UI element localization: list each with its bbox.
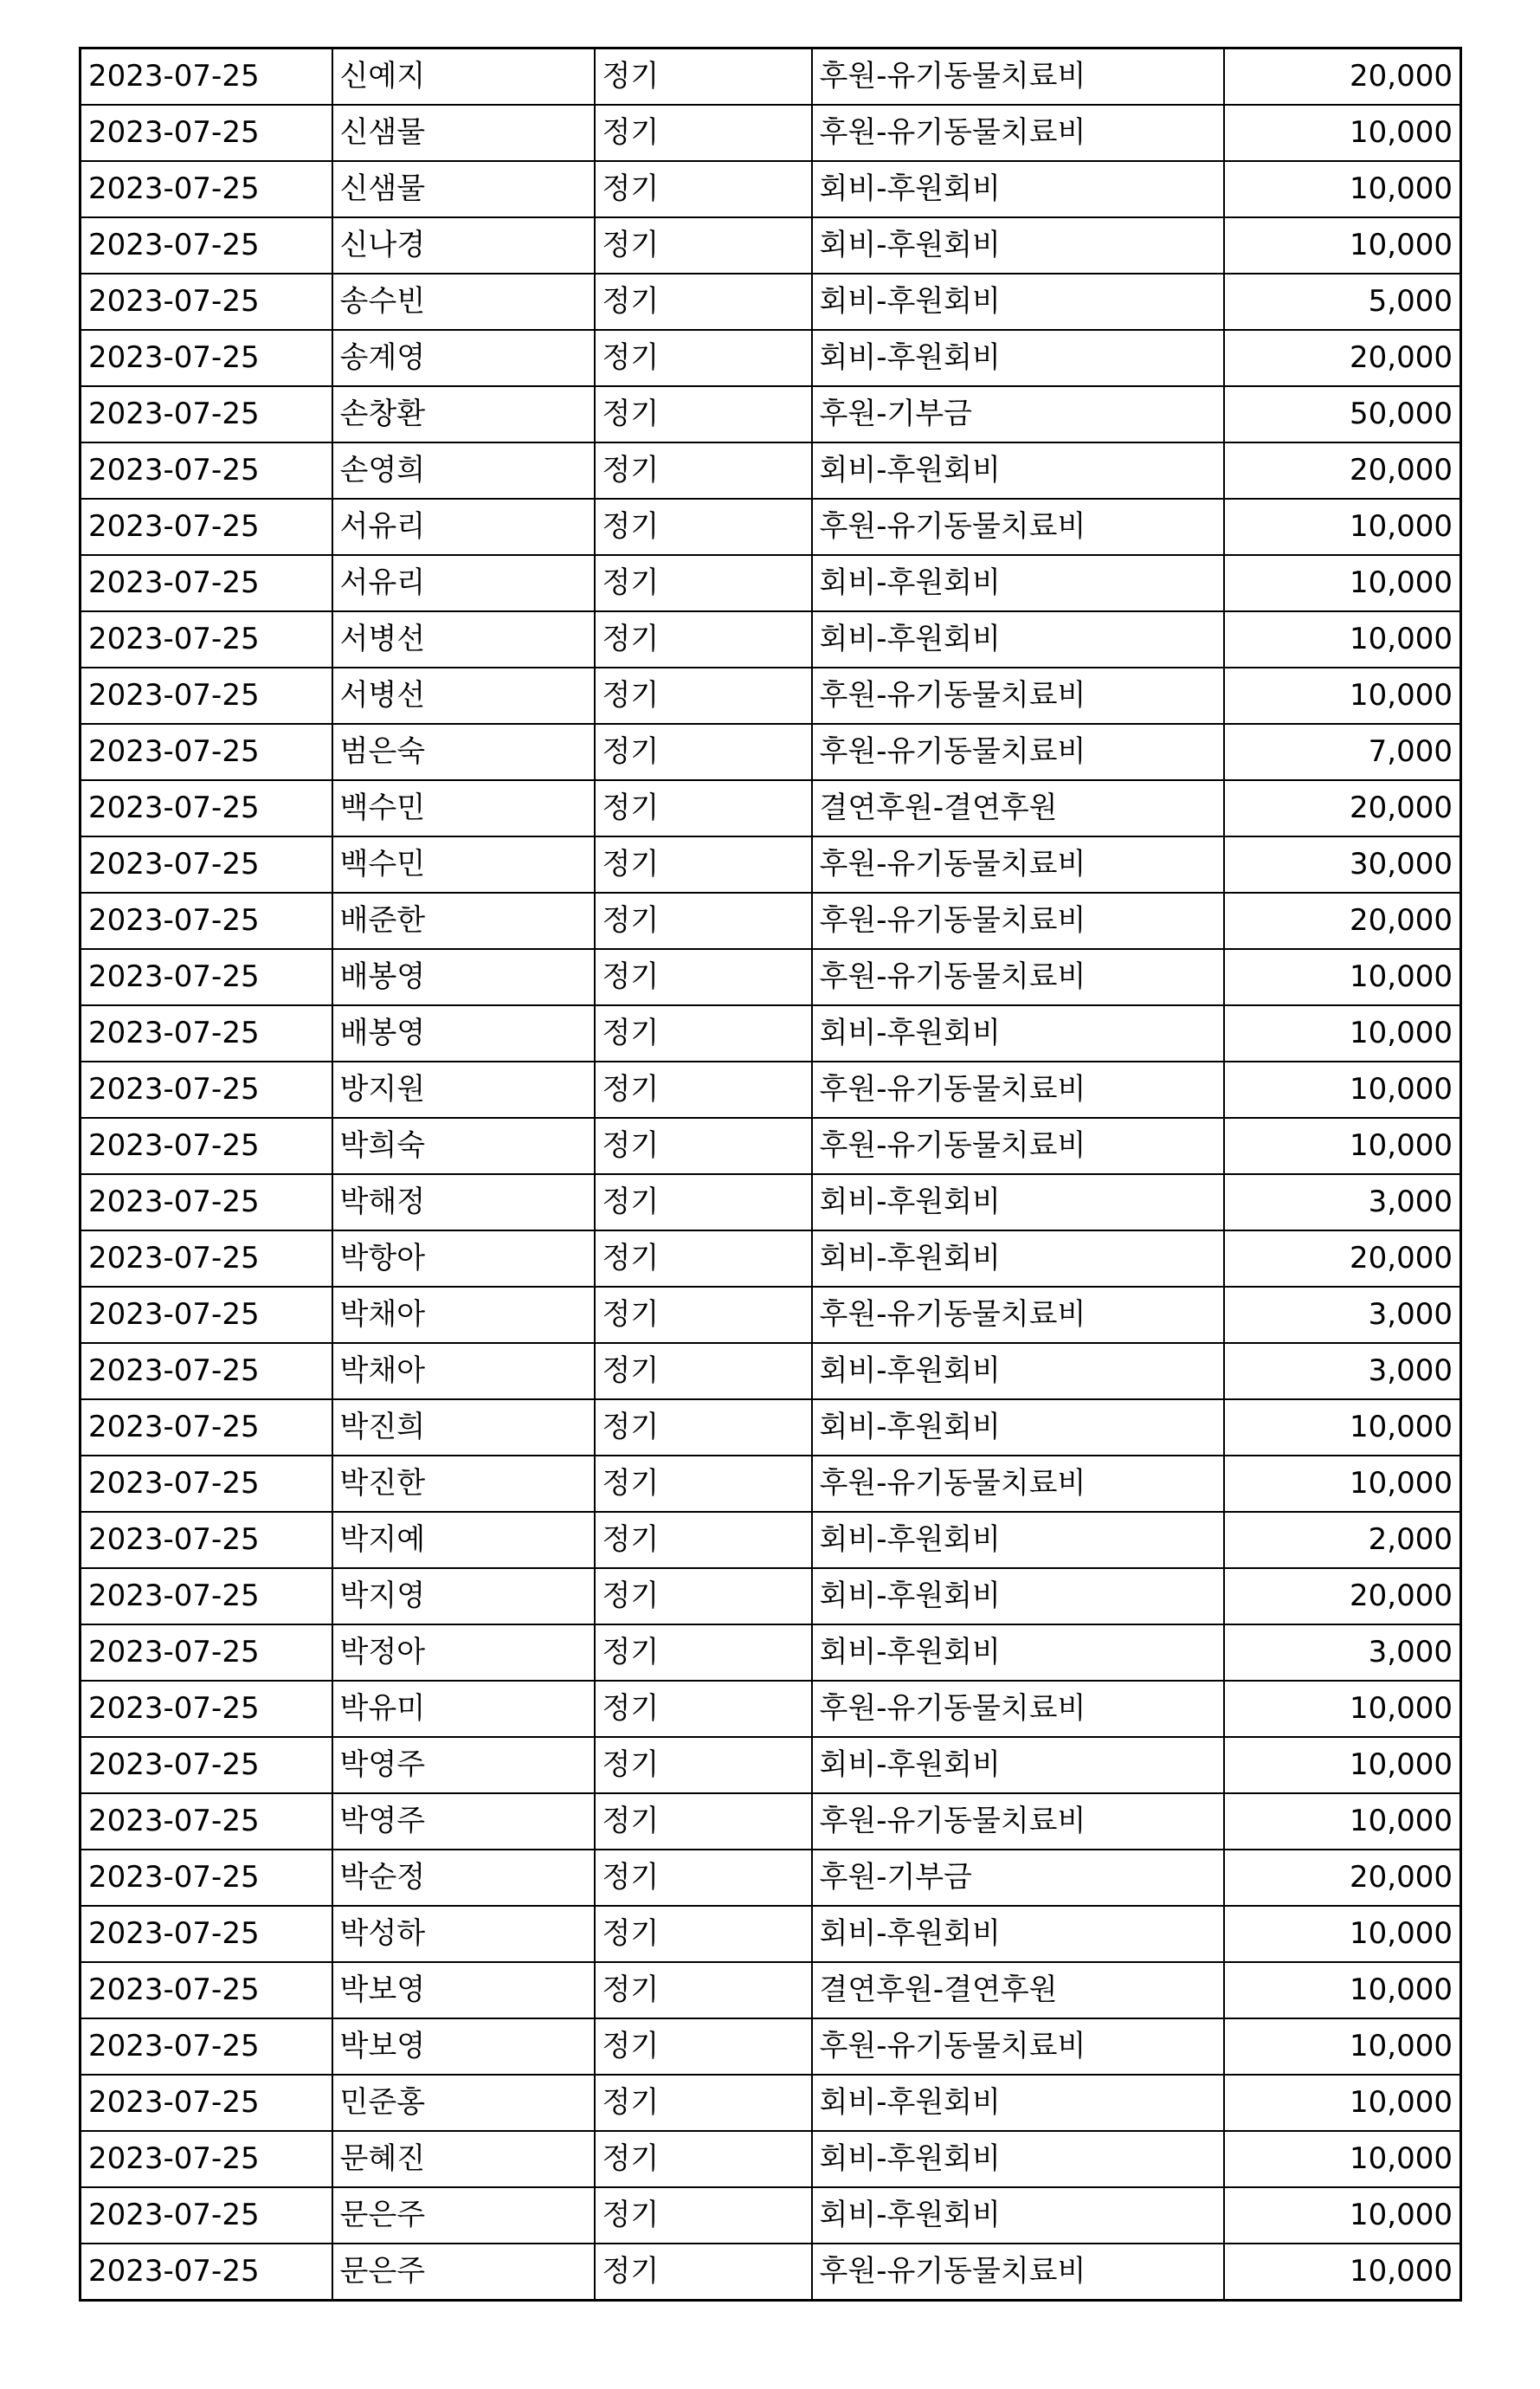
cell-amount: 10,000 xyxy=(1224,1681,1461,1737)
cell-donor-name: 문은주 xyxy=(332,2187,595,2244)
cell-payment-type: 정기 xyxy=(595,780,812,836)
table-row xyxy=(81,217,1461,274)
cell-category: 회비-후원회비 xyxy=(812,1343,1224,1399)
donation-ledger-table xyxy=(79,47,1462,2302)
cell-category: 후원-유기동물치료비 xyxy=(812,724,1224,780)
cell-payment-type: 정기 xyxy=(595,499,812,555)
cell-category: 회비-후원회비 xyxy=(812,611,1224,668)
cell-date: 2023-07-25 xyxy=(81,1512,332,1568)
table-row xyxy=(81,2187,1461,2244)
table-row xyxy=(81,1624,1461,1681)
cell-amount: 10,000 xyxy=(1224,2075,1461,2131)
cell-amount: 2,000 xyxy=(1224,1512,1461,1568)
cell-date: 2023-07-25 xyxy=(81,1624,332,1681)
cell-amount: 20,000 xyxy=(1224,893,1461,949)
cell-donor-name: 민준홍 xyxy=(332,2075,595,2131)
table-row xyxy=(81,836,1461,893)
table-row xyxy=(81,724,1461,780)
cell-amount: 10,000 xyxy=(1224,949,1461,1005)
table-row xyxy=(81,1118,1461,1174)
table-row xyxy=(81,499,1461,555)
cell-payment-type: 정기 xyxy=(595,1005,812,1062)
table-row xyxy=(81,1005,1461,1062)
cell-date: 2023-07-25 xyxy=(81,274,332,330)
table-row xyxy=(81,1174,1461,1230)
cell-amount: 10,000 xyxy=(1224,1062,1461,1118)
cell-payment-type: 정기 xyxy=(595,1624,812,1681)
cell-donor-name: 박해정 xyxy=(332,1174,595,1230)
cell-date: 2023-07-25 xyxy=(81,2018,332,2075)
table-row xyxy=(81,105,1461,161)
cell-donor-name: 박정아 xyxy=(332,1624,595,1681)
table-row xyxy=(81,1230,1461,1287)
table-row xyxy=(81,1850,1461,1906)
cell-date: 2023-07-25 xyxy=(81,48,332,106)
cell-amount: 30,000 xyxy=(1224,836,1461,893)
cell-category: 후원-기부금 xyxy=(812,386,1224,442)
table-row xyxy=(81,274,1461,330)
cell-payment-type: 정기 xyxy=(595,1906,812,1962)
cell-date: 2023-07-25 xyxy=(81,2187,332,2244)
cell-date: 2023-07-25 xyxy=(81,1118,332,1174)
cell-category: 후원-유기동물치료비 xyxy=(812,1118,1224,1174)
cell-payment-type: 정기 xyxy=(595,1512,812,1568)
cell-amount: 10,000 xyxy=(1224,1399,1461,1456)
cell-donor-name: 방지원 xyxy=(332,1062,595,1118)
cell-payment-type: 정기 xyxy=(595,1962,812,2018)
table-row xyxy=(81,1793,1461,1850)
cell-date: 2023-07-25 xyxy=(81,386,332,442)
cell-payment-type: 정기 xyxy=(595,274,812,330)
cell-category: 회비-후원회비 xyxy=(812,274,1224,330)
cell-category: 후원-유기동물치료비 xyxy=(812,949,1224,1005)
cell-payment-type: 정기 xyxy=(595,386,812,442)
cell-donor-name: 백수민 xyxy=(332,836,595,893)
cell-amount: 3,000 xyxy=(1224,1343,1461,1399)
cell-donor-name: 박지예 xyxy=(332,1512,595,1568)
cell-category: 회비-후원회비 xyxy=(812,217,1224,274)
cell-date: 2023-07-25 xyxy=(81,1906,332,1962)
cell-donor-name: 문혜진 xyxy=(332,2131,595,2187)
cell-date: 2023-07-25 xyxy=(81,893,332,949)
cell-category: 후원-유기동물치료비 xyxy=(812,48,1224,106)
table-row xyxy=(81,893,1461,949)
cell-payment-type: 정기 xyxy=(595,668,812,724)
cell-payment-type: 정기 xyxy=(595,836,812,893)
cell-date: 2023-07-25 xyxy=(81,442,332,499)
cell-amount: 3,000 xyxy=(1224,1287,1461,1343)
cell-amount: 10,000 xyxy=(1224,1118,1461,1174)
cell-donor-name: 신예지 xyxy=(332,48,595,106)
cell-amount: 5,000 xyxy=(1224,274,1461,330)
cell-donor-name: 손창환 xyxy=(332,386,595,442)
cell-amount: 20,000 xyxy=(1224,1230,1461,1287)
cell-category: 회비-후원회비 xyxy=(812,330,1224,386)
cell-donor-name: 서유리 xyxy=(332,555,595,611)
cell-donor-name: 범은숙 xyxy=(332,724,595,780)
cell-payment-type: 정기 xyxy=(595,105,812,161)
cell-date: 2023-07-25 xyxy=(81,2131,332,2187)
cell-donor-name: 백수민 xyxy=(332,780,595,836)
cell-payment-type: 정기 xyxy=(595,1456,812,1512)
cell-category: 후원-유기동물치료비 xyxy=(812,1793,1224,1850)
cell-amount: 20,000 xyxy=(1224,48,1461,106)
cell-category: 회비-후원회비 xyxy=(812,2187,1224,2244)
cell-donor-name: 박진희 xyxy=(332,1399,595,1456)
cell-date: 2023-07-25 xyxy=(81,780,332,836)
cell-amount: 20,000 xyxy=(1224,1568,1461,1624)
cell-amount: 10,000 xyxy=(1224,2018,1461,2075)
cell-category: 회비-후원회비 xyxy=(812,555,1224,611)
cell-donor-name: 서병선 xyxy=(332,668,595,724)
cell-donor-name: 신나경 xyxy=(332,217,595,274)
table-row xyxy=(81,1343,1461,1399)
table-row xyxy=(81,1737,1461,1793)
table-row xyxy=(81,949,1461,1005)
cell-donor-name: 박유미 xyxy=(332,1681,595,1737)
cell-date: 2023-07-25 xyxy=(81,1230,332,1287)
table-row xyxy=(81,1062,1461,1118)
cell-category: 회비-후원회비 xyxy=(812,2075,1224,2131)
cell-date: 2023-07-25 xyxy=(81,555,332,611)
cell-category: 회비-후원회비 xyxy=(812,2131,1224,2187)
cell-date: 2023-07-25 xyxy=(81,836,332,893)
table-row xyxy=(81,668,1461,724)
cell-amount: 10,000 xyxy=(1224,1906,1461,1962)
table-row xyxy=(81,1568,1461,1624)
cell-amount: 10,000 xyxy=(1224,1962,1461,2018)
cell-payment-type: 정기 xyxy=(595,611,812,668)
cell-date: 2023-07-25 xyxy=(81,724,332,780)
cell-donor-name: 박지영 xyxy=(332,1568,595,1624)
cell-payment-type: 정기 xyxy=(595,48,812,106)
cell-payment-type: 정기 xyxy=(595,2018,812,2075)
cell-amount: 10,000 xyxy=(1224,499,1461,555)
cell-payment-type: 정기 xyxy=(595,2075,812,2131)
cell-date: 2023-07-25 xyxy=(81,1568,332,1624)
cell-date: 2023-07-25 xyxy=(81,1174,332,1230)
cell-date: 2023-07-25 xyxy=(81,499,332,555)
cell-category: 결연후원-결연후원 xyxy=(812,780,1224,836)
cell-category: 후원-유기동물치료비 xyxy=(812,2018,1224,2075)
cell-amount: 10,000 xyxy=(1224,2187,1461,2244)
cell-date: 2023-07-25 xyxy=(81,1793,332,1850)
cell-date: 2023-07-25 xyxy=(81,1005,332,1062)
cell-payment-type: 정기 xyxy=(595,1343,812,1399)
cell-donor-name: 서유리 xyxy=(332,499,595,555)
cell-donor-name: 박희숙 xyxy=(332,1118,595,1174)
cell-amount: 20,000 xyxy=(1224,442,1461,499)
table-row xyxy=(81,1287,1461,1343)
cell-donor-name: 서병선 xyxy=(332,611,595,668)
cell-payment-type: 정기 xyxy=(595,161,812,217)
cell-amount: 10,000 xyxy=(1224,611,1461,668)
cell-category: 후원-유기동물치료비 xyxy=(812,1681,1224,1737)
table-row xyxy=(81,1962,1461,2018)
cell-amount: 20,000 xyxy=(1224,330,1461,386)
cell-payment-type: 정기 xyxy=(595,1118,812,1174)
cell-date: 2023-07-25 xyxy=(81,1737,332,1793)
cell-amount: 3,000 xyxy=(1224,1624,1461,1681)
table-row xyxy=(81,48,1461,106)
cell-donor-name: 신샘물 xyxy=(332,161,595,217)
cell-payment-type: 정기 xyxy=(595,1062,812,1118)
table-row xyxy=(81,1456,1461,1512)
cell-date: 2023-07-25 xyxy=(81,668,332,724)
table-row xyxy=(81,2244,1461,2301)
cell-payment-type: 정기 xyxy=(595,1399,812,1456)
table-row xyxy=(81,330,1461,386)
cell-category: 후원-유기동물치료비 xyxy=(812,1287,1224,1343)
table-row xyxy=(81,1512,1461,1568)
cell-payment-type: 정기 xyxy=(595,1568,812,1624)
cell-payment-type: 정기 xyxy=(595,1737,812,1793)
cell-donor-name: 송계영 xyxy=(332,330,595,386)
table-row xyxy=(81,2075,1461,2131)
cell-category: 회비-후원회비 xyxy=(812,1174,1224,1230)
cell-category: 회비-후원회비 xyxy=(812,442,1224,499)
cell-payment-type: 정기 xyxy=(595,1230,812,1287)
cell-date: 2023-07-25 xyxy=(81,1287,332,1343)
cell-amount: 50,000 xyxy=(1224,386,1461,442)
cell-payment-type: 정기 xyxy=(595,2131,812,2187)
cell-category: 회비-후원회비 xyxy=(812,1512,1224,1568)
cell-payment-type: 정기 xyxy=(595,217,812,274)
cell-date: 2023-07-25 xyxy=(81,161,332,217)
cell-amount: 3,000 xyxy=(1224,1174,1461,1230)
cell-date: 2023-07-25 xyxy=(81,1681,332,1737)
cell-payment-type: 정기 xyxy=(595,330,812,386)
cell-category: 회비-후원회비 xyxy=(812,1399,1224,1456)
table-row xyxy=(81,555,1461,611)
cell-category: 후원-유기동물치료비 xyxy=(812,1062,1224,1118)
cell-donor-name: 박보영 xyxy=(332,1962,595,2018)
cell-date: 2023-07-25 xyxy=(81,1399,332,1456)
cell-amount: 10,000 xyxy=(1224,668,1461,724)
cell-date: 2023-07-25 xyxy=(81,330,332,386)
cell-amount: 10,000 xyxy=(1224,161,1461,217)
cell-payment-type: 정기 xyxy=(595,1793,812,1850)
cell-category: 후원-기부금 xyxy=(812,1850,1224,1906)
cell-category: 회비-후원회비 xyxy=(812,1005,1224,1062)
table-row xyxy=(81,1399,1461,1456)
table-row xyxy=(81,780,1461,836)
cell-amount: 10,000 xyxy=(1224,1456,1461,1512)
table-row xyxy=(81,611,1461,668)
cell-category: 후원-유기동물치료비 xyxy=(812,2244,1224,2301)
table-row xyxy=(81,1906,1461,1962)
cell-payment-type: 정기 xyxy=(595,1287,812,1343)
table-row xyxy=(81,2018,1461,2075)
cell-donor-name: 박채아 xyxy=(332,1343,595,1399)
cell-category: 회비-후원회비 xyxy=(812,1230,1224,1287)
cell-amount: 10,000 xyxy=(1224,2131,1461,2187)
cell-date: 2023-07-25 xyxy=(81,1850,332,1906)
cell-amount: 20,000 xyxy=(1224,1850,1461,1906)
cell-date: 2023-07-25 xyxy=(81,1962,332,2018)
cell-payment-type: 정기 xyxy=(595,1850,812,1906)
cell-donor-name: 배준한 xyxy=(332,893,595,949)
cell-amount: 7,000 xyxy=(1224,724,1461,780)
table-row xyxy=(81,161,1461,217)
cell-payment-type: 정기 xyxy=(595,724,812,780)
table-row xyxy=(81,2131,1461,2187)
cell-donor-name: 문은주 xyxy=(332,2244,595,2301)
cell-donor-name: 배봉영 xyxy=(332,949,595,1005)
cell-amount: 10,000 xyxy=(1224,217,1461,274)
cell-donor-name: 손영희 xyxy=(332,442,595,499)
cell-category: 회비-후원회비 xyxy=(812,1906,1224,1962)
cell-donor-name: 박순정 xyxy=(332,1850,595,1906)
cell-payment-type: 정기 xyxy=(595,1681,812,1737)
cell-date: 2023-07-25 xyxy=(81,2075,332,2131)
cell-category: 후원-유기동물치료비 xyxy=(812,499,1224,555)
cell-donor-name: 박영주 xyxy=(332,1737,595,1793)
cell-donor-name: 박보영 xyxy=(332,2018,595,2075)
cell-amount: 20,000 xyxy=(1224,780,1461,836)
cell-date: 2023-07-25 xyxy=(81,1456,332,1512)
cell-donor-name: 신샘물 xyxy=(332,105,595,161)
cell-category: 후원-유기동물치료비 xyxy=(812,836,1224,893)
cell-amount: 10,000 xyxy=(1224,1793,1461,1850)
cell-donor-name: 송수빈 xyxy=(332,274,595,330)
cell-donor-name: 박진한 xyxy=(332,1456,595,1512)
cell-category: 회비-후원회비 xyxy=(812,161,1224,217)
cell-payment-type: 정기 xyxy=(595,949,812,1005)
cell-date: 2023-07-25 xyxy=(81,2244,332,2301)
cell-date: 2023-07-25 xyxy=(81,611,332,668)
cell-category: 후원-유기동물치료비 xyxy=(812,1456,1224,1512)
cell-category: 후원-유기동물치료비 xyxy=(812,893,1224,949)
cell-payment-type: 정기 xyxy=(595,2187,812,2244)
cell-payment-type: 정기 xyxy=(595,555,812,611)
cell-donor-name: 박성하 xyxy=(332,1906,595,1962)
cell-amount: 10,000 xyxy=(1224,1005,1461,1062)
cell-amount: 10,000 xyxy=(1224,555,1461,611)
cell-date: 2023-07-25 xyxy=(81,105,332,161)
cell-date: 2023-07-25 xyxy=(81,217,332,274)
cell-category: 결연후원-결연후원 xyxy=(812,1962,1224,2018)
cell-date: 2023-07-25 xyxy=(81,949,332,1005)
cell-donor-name: 배봉영 xyxy=(332,1005,595,1062)
cell-payment-type: 정기 xyxy=(595,893,812,949)
cell-date: 2023-07-25 xyxy=(81,1343,332,1399)
table-row xyxy=(81,442,1461,499)
cell-category: 회비-후원회비 xyxy=(812,1568,1224,1624)
cell-amount: 10,000 xyxy=(1224,2244,1461,2301)
ledger-body xyxy=(81,48,1461,2301)
table-row xyxy=(81,386,1461,442)
cell-amount: 10,000 xyxy=(1224,1737,1461,1793)
cell-category: 후원-유기동물치료비 xyxy=(812,668,1224,724)
cell-category: 회비-후원회비 xyxy=(812,1624,1224,1681)
cell-category: 회비-후원회비 xyxy=(812,1737,1224,1793)
cell-payment-type: 정기 xyxy=(595,2244,812,2301)
cell-payment-type: 정기 xyxy=(595,442,812,499)
cell-donor-name: 박영주 xyxy=(332,1793,595,1850)
cell-category: 후원-유기동물치료비 xyxy=(812,105,1224,161)
cell-donor-name: 박채아 xyxy=(332,1287,595,1343)
cell-payment-type: 정기 xyxy=(595,1174,812,1230)
table-row xyxy=(81,1681,1461,1737)
cell-donor-name: 박항아 xyxy=(332,1230,595,1287)
cell-amount: 10,000 xyxy=(1224,105,1461,161)
cell-date: 2023-07-25 xyxy=(81,1062,332,1118)
